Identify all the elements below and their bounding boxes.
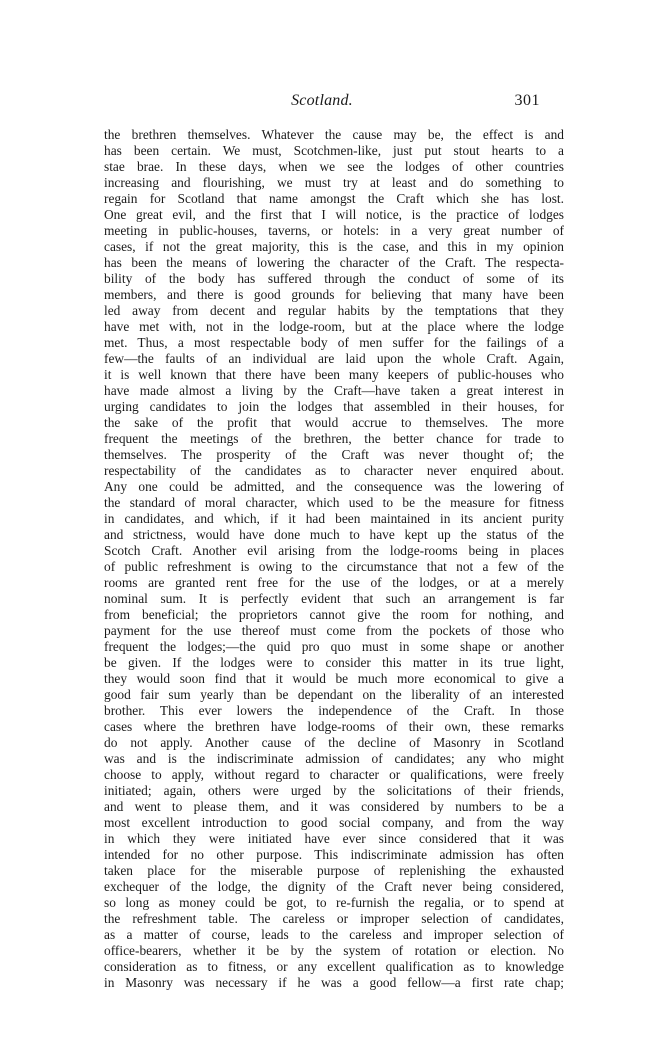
text-line: met. Thus, a most respectable body of men suffer for the failings of a [104,335,564,350]
text-line: One great evil, and the first that I will notice, is the practice of lodges [104,207,564,222]
text-line: the brethren themselves. Whatever the cause may be, the effect is and [104,127,564,142]
text-line: most excellent introduction to good social company, and from the way [104,815,564,830]
text-line: have met with, not in the lodge-room, but at the place where the lodge [104,319,564,334]
text-line: the standard of moral character, which used to be the measure for fitness [104,495,564,510]
text-line: led away from decent and regular habits by the temptations that they [104,303,564,318]
text-line: office-bearers, whether it be by the system of rotation or election. No [104,943,564,958]
text-line: intended for no other purpose. This indiscriminate admission has often [104,847,564,862]
text-line: so long as money could be got, to re-furnish the regalia, or to spend at [104,895,564,910]
text-line: cases where the brethren have lodge-rooms of their own, these remarks [104,719,564,734]
text-line: Any one could be admitted, and the consequence was the lowering of [104,479,564,494]
text-line: payment for the use thereof must come from the pockets of those who [104,623,564,638]
text-line: and went to please them, and it was considered by numbers to be a [104,799,564,814]
text-line: nominal sum. It is perfectly evident that such an arrangement is far [104,591,564,606]
text-line: as a matter of course, leads to the careless and improper selection of [104,927,564,942]
text-line: in which they were initiated have ever since considered that it was [104,831,564,846]
text-line: exchequer of the lodge, the dignity of the Craft never being considered, [104,879,564,894]
text-line: of public refreshment is owing to the circumstance that not a few of the [104,559,564,574]
running-head [104,92,540,114]
text-line: regain for Scotland that name amongst the Craft which she has lost. [104,191,564,206]
text-line: increasing and flourishing, we must try at least and do something to [104,175,564,190]
text-line: from beneficial; the proprietors cannot give the room for nothing, and [104,607,564,622]
text-line: frequent the lodges;—the quid pro quo must in some shape or another [104,639,564,654]
text-line: cases, if not the great majority, this is the case, and this in my opinion [104,239,564,254]
text-line: in Masonry was necessary if he was a good fellow—a first rate chap; [104,975,564,990]
text-line: the refreshment table. The careless or improper selection of candidates, [104,911,564,926]
text-line: few—the faults of an individual are laid upon the whole Craft. Again, [104,351,564,366]
text-line: choose to apply, without regard to character or qualifications, were freely [104,767,564,782]
page-number: 301 [514,92,540,109]
text-line: rooms are granted rent free for the use of the lodges, or at a merely [104,575,564,590]
text-line: have made almost a living by the Craft—have taken a great interest in [104,383,564,398]
text-line: and strictness, would have done much to have kept up the status of the [104,527,564,542]
text-line: they would soon find that it would be much more economical to give a [104,671,564,686]
text-line: taken place for the miserable purpose of replenishing the exhausted [104,863,564,878]
text-line: themselves. The prosperity of the Craft was never thought of; the [104,447,564,462]
text-line: has been the means of lowering the character of the Craft. The respecta- [104,255,564,270]
text-line: urging candidates to join the lodges that assembled in their houses, for [104,399,564,414]
text-line: members, and there is good grounds for believing that many have been [104,287,564,302]
text-line: bility of the body has suffered through the conduct of some of its [104,271,564,286]
text-line: it is well known that there have been many keepers of public-houses who [104,367,564,382]
text-line: in candidates, and which, if it had been maintained in its ancient purity [104,511,564,526]
text-line: stae brae. In these days, when we see the lodges of other countries [104,159,564,174]
text-line: was and is the indiscriminate admission of candidates; any who might [104,751,564,766]
text-line: be given. If the lodges were to consider this matter in its true light, [104,655,564,670]
text-line: respectability of the candidates as to character never enquired about. [104,463,564,478]
text-line: brother. This ever lowers the independence of the Craft. In those [104,703,564,718]
text-line: good fair sum yearly than be dependant on the liberality of an interested [104,687,564,702]
text-line: Scotch Craft. Another evil arising from the lodge-rooms being in places [104,543,564,558]
text-line: the sake of the profit that would accrue to themselves. The more [104,415,564,430]
text-line: frequent the meetings of the brethren, the better chance for trade to [104,431,564,446]
text-line: meeting in public-houses, taverns, or hotels: in a very great number of [104,223,564,238]
text-line: do not apply. Another cause of the decline of Masonry in Scotland [104,735,564,750]
text-line: consideration as to fitness, or any excellent qualification as to knowledge [104,959,564,974]
running-title: Scotland. [291,92,353,109]
body-text [104,127,564,991]
text-line: has been certain. We must, Scotchmen-like, just put stout hearts to a [104,143,564,158]
text-line: initiated; again, others were urged by the solicitations of their friends, [104,783,564,798]
